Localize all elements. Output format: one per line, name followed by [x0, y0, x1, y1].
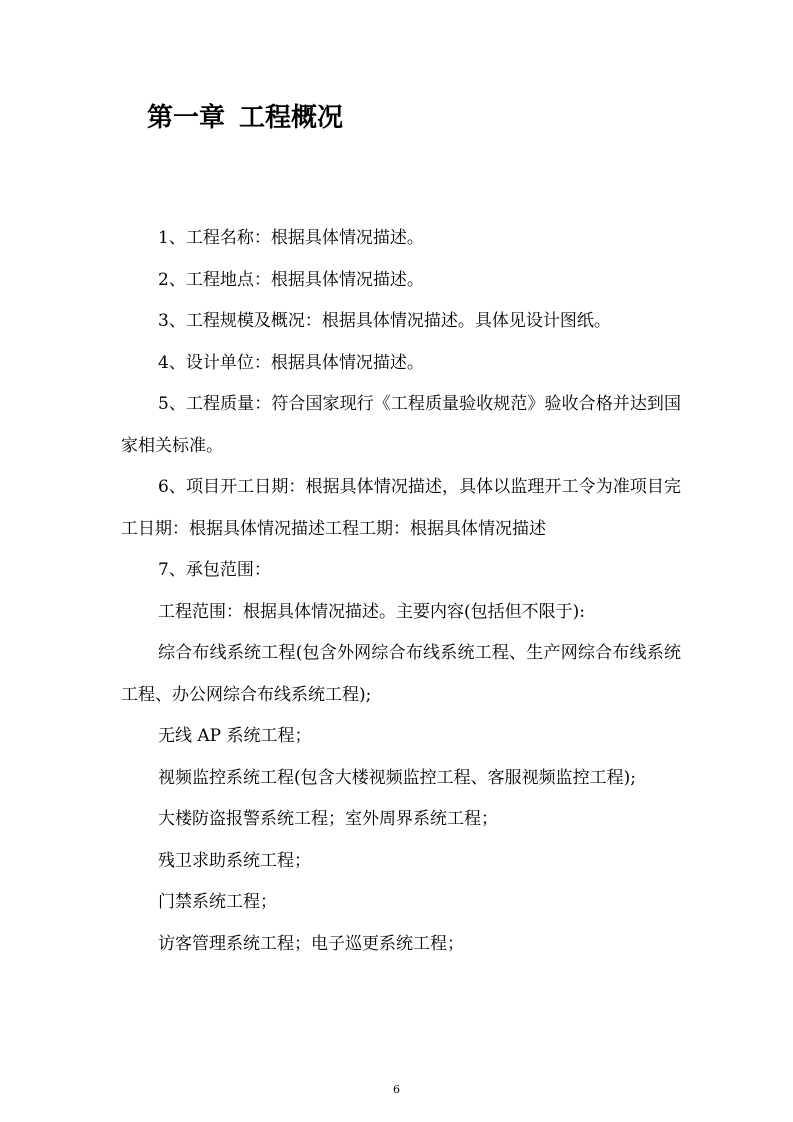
scope-wireless-ap: 无线 AP 系统工程；	[158, 726, 312, 746]
scope-video-surveillance: 视频监控系统工程(包含大楼视频监控工程、客服视频监控工程);	[158, 767, 636, 788]
item-project-scale: 3、工程规模及概况：根据具体情况描述。具体见设计图纸。	[158, 311, 611, 331]
item-project-schedule: 6、项目开工日期：根据具体情况描述，具体以监理开工令为准项目完工日期：根据具体情况描述工程工期：根据具体情况描述	[121, 477, 681, 539]
item-project-location: 2、工程地点：根据具体情况描述。	[158, 269, 424, 290]
chapter-title	[147, 98, 343, 138]
chapter-number: 第一章	[147, 103, 226, 133]
scope-summary: 工程范围：根据具体情况描述。主要内容(包括但不限于):	[158, 601, 585, 622]
chapter-content	[121, 218, 681, 965]
scope-visitor-patrol: 访客管理系统工程；电子巡更系统工程；	[158, 933, 464, 954]
page-number: 6	[393, 1083, 400, 1096]
scope-accessible-restroom-help: 残卫求助系统工程；	[158, 850, 311, 871]
scope-cabling-system: 综合布线系统工程(包含外网综合布线系统工程、生产网综合布线系统工程、办公网综合布线系统工程);	[121, 643, 681, 705]
scope-access-control: 门禁系统工程；	[158, 892, 277, 912]
item-project-name: 1、工程名称：根据具体情况描述。	[158, 228, 424, 248]
chapter-name: 工程概况	[239, 103, 344, 133]
item-design-unit: 4、设计单位：根据具体情况描述。	[158, 352, 424, 373]
item-project-quality: 5、工程质量：符合国家现行《工程质量验收规范》验收合格并达到国家相关标准。	[121, 394, 681, 456]
item-contract-scope: 7、承包范围：	[158, 560, 271, 580]
scope-intrusion-alarm: 大楼防盗报警系统工程；室外周界系统工程；	[158, 809, 498, 829]
